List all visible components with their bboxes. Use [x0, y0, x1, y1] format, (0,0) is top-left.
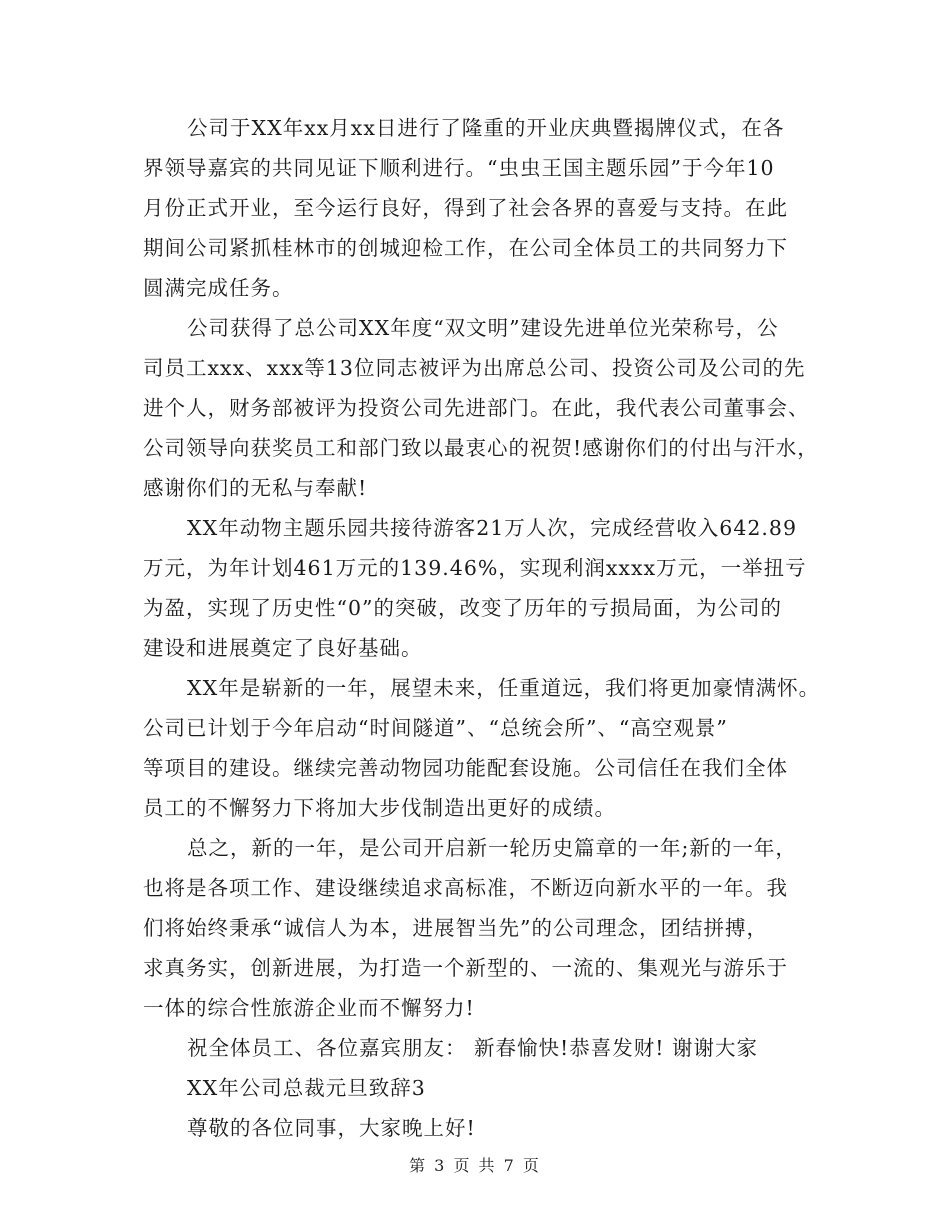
text-line: 员工的不懈努力下将加大步伐制造出更好的成绩。 — [143, 796, 616, 820]
paragraph-performance — [143, 508, 823, 668]
page-footer: 第 3 页 共 7 页 — [409, 1156, 541, 1175]
paragraph-awards — [143, 308, 823, 508]
paragraph-opening-ceremony — [143, 108, 823, 308]
text-line: XX年是崭新的一年，展望未来，任重道远，我们将更加豪情满怀。 — [187, 676, 821, 700]
text-line: 期间公司紧抓桂林市的创城迎检工作，在公司全体员工的共同努力下 — [143, 236, 788, 260]
text-line: XX年公司总裁元旦致辞3 — [187, 1076, 426, 1100]
text-line: 公司已计划于今年启动“时间隧道”、“总统会所”、“高空观景” — [143, 716, 728, 740]
text-line: 一体的综合性旅游企业而不懈努力! — [143, 996, 475, 1020]
text-line: 万元，为年计划461万元的139.46%，实现利润xxxx万元，一举扭亏 — [143, 556, 807, 580]
text-line: 感谢你们的无私与奉献! — [143, 476, 368, 500]
text-line: 建设和进展奠定了良好基础。 — [143, 636, 423, 660]
text-line: 们将始终秉承“诚信人为本，进展智当先”的公司理念，团结拼搏， — [143, 916, 768, 940]
text-line: 司员工xxx、xxx等13位同志被评为出席总公司、投资公司及公司的先 — [143, 356, 806, 380]
paragraph-conclusion — [143, 828, 823, 1028]
text-line: 公司于XX年xx月xx日进行了隆重的开业庆典暨揭牌仪式，在各 — [187, 116, 785, 140]
paragraph-wishes — [143, 1028, 823, 1068]
text-line: 公司获得了总公司XX年度“双文明”建设先进单位光荣称号，公 — [187, 316, 779, 340]
section-heading — [143, 1068, 823, 1108]
paragraph-greeting — [143, 1108, 823, 1148]
text-line: 进个人，财务部被评为投资公司先进部门。在此，我代表公司董事会、 — [143, 396, 810, 420]
text-line: 尊敬的各位同事，大家晚上好! — [187, 1116, 476, 1140]
text-line: 界领导嘉宾的共同见证下顺利进行。“虫虫王国主题乐园”于今年10 — [143, 156, 775, 180]
document-body — [143, 108, 823, 1148]
text-line: 等项目的建设。继续完善动物园功能配套设施。公司信任在我们全体 — [143, 756, 788, 780]
text-line: 为盈，实现了历史性“0”的突破，改变了历年的亏损局面，为公司的 — [143, 596, 783, 620]
text-line: 公司领导向获奖员工和部门致以最衷心的祝贺!感谢你们的付出与汗水， — [143, 436, 819, 460]
text-line: 月份正式开业，至今运行良好，得到了社会各界的喜爱与支持。在此 — [143, 196, 788, 220]
text-line: 总之，新的一年，是公司开启新一轮历史篇章的一年;新的一年， — [187, 836, 797, 860]
text-line: 也将是各项工作、建设继续追求高标准，不断迈向新水平的一年。我 — [143, 876, 788, 900]
paragraph-outlook — [143, 668, 823, 828]
text-line: 求真务实，创新进展，为打造一个新型的、一流的、集观光与游乐于 — [143, 956, 788, 980]
text-line: 圆满完成任务。 — [143, 276, 294, 300]
text-line: XX年动物主题乐园共接待游客21万人次，完成经营收入642.89 — [187, 516, 798, 540]
text-line: 祝全体员工、各位嘉宾朋友： 新春愉快!恭喜发财! 谢谢大家 — [187, 1036, 759, 1060]
